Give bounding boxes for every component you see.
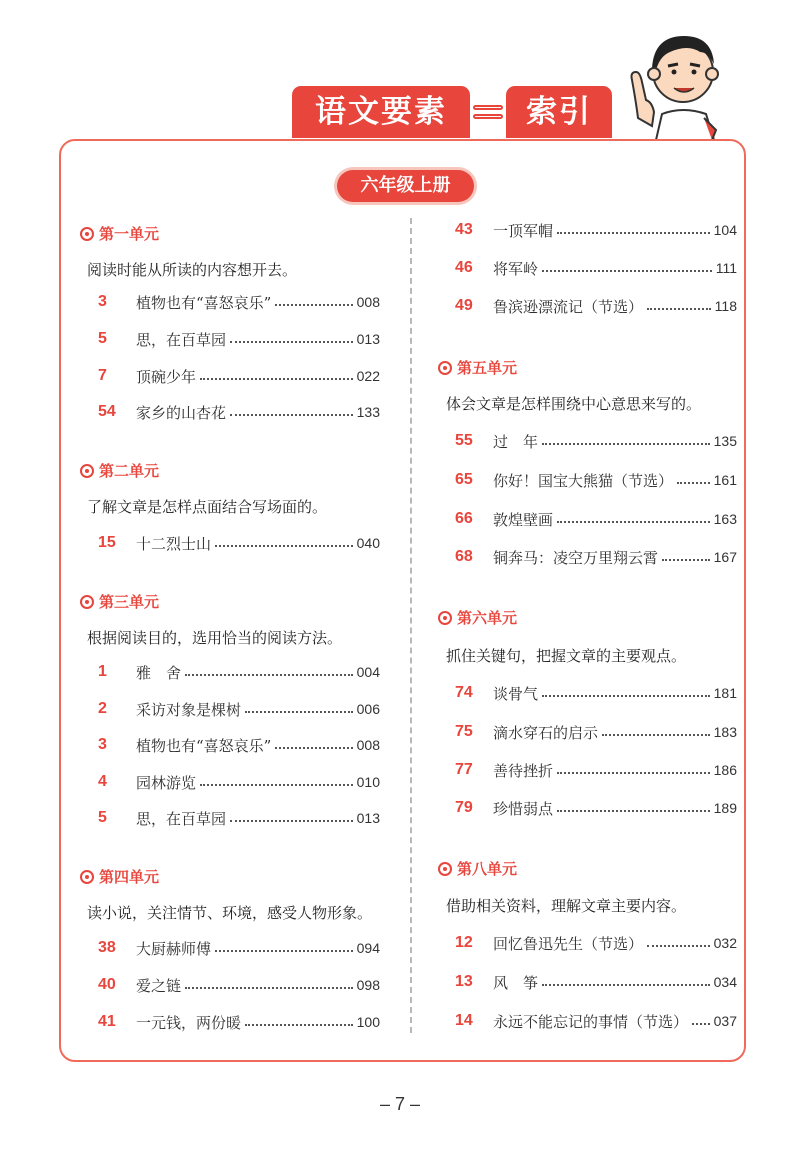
index-entry[interactable]: 4 园林游览 010 xyxy=(98,773,380,792)
index-entry[interactable]: 5 思，在百草园 013 xyxy=(98,809,380,828)
target-icon xyxy=(80,870,94,884)
index-entry[interactable]: 14 永远不能忘记的事情（节选） 037 xyxy=(455,1012,737,1031)
unit-heading: 第八单元 xyxy=(438,858,517,879)
unit-description: 根据阅读目的，选用恰当的阅读方法。 xyxy=(87,629,343,647)
target-icon xyxy=(80,595,94,609)
unit-heading: 第五单元 xyxy=(438,357,517,378)
header-tab-language-elements: 语文要素 xyxy=(292,86,470,138)
unit-description: 借助相关资料，理解文章主要内容。 xyxy=(446,897,687,915)
index-entry[interactable]: 68 铜奔马：凌空万里翔云霄 167 xyxy=(455,548,737,567)
index-entry[interactable]: 66 敦煌壁画 163 xyxy=(455,510,737,529)
index-entry[interactable]: 49 鲁滨逊漂流记（节选） 118 xyxy=(455,297,737,316)
index-entry[interactable]: 77 善待挫折 186 xyxy=(455,761,737,780)
target-icon xyxy=(80,464,94,478)
target-icon xyxy=(438,361,452,375)
column-divider xyxy=(410,218,412,1033)
index-entry[interactable]: 74 谈骨气 181 xyxy=(455,684,737,703)
header-tab-index: 索引 xyxy=(506,86,612,138)
unit-description: 体会文章是怎样围绕中心意思来写的。 xyxy=(446,395,702,413)
target-icon xyxy=(80,227,94,241)
index-entry[interactable]: 7 顶碗少年 022 xyxy=(98,367,380,386)
unit-description: 阅读时能从所读的内容想开去。 xyxy=(87,261,298,279)
unit-description: 抓住关键句，把握文章的主要观点。 xyxy=(446,647,687,665)
index-entry[interactable]: 79 珍惜弱点 189 xyxy=(455,799,737,818)
index-entry[interactable]: 3 植物也有“喜怒哀乐” 008 xyxy=(98,293,380,312)
unit-heading: 第二单元 xyxy=(80,460,159,481)
index-entry[interactable]: 40 爱之链 098 xyxy=(98,976,380,995)
index-entry[interactable]: 65 你好！国宝大熊猫（节选） 161 xyxy=(455,471,737,490)
mascot-boy-illustration xyxy=(608,22,738,142)
index-entry[interactable]: 15 十二烈士山 040 xyxy=(98,534,380,553)
index-entry[interactable]: 13 风 筝 034 xyxy=(455,973,737,992)
index-entry[interactable]: 41 一元钱，两份暖 100 xyxy=(98,1013,380,1032)
unit-description: 了解文章是怎样点面结合写场面的。 xyxy=(87,498,328,516)
index-entry[interactable]: 55 过 年 135 xyxy=(455,432,737,451)
unit-heading: 第四单元 xyxy=(80,866,159,887)
index-entry[interactable]: 38 大厨赫师傅 094 xyxy=(98,939,380,958)
unit-heading: 第六单元 xyxy=(438,607,517,628)
index-entry[interactable]: 43 一顶军帽 104 xyxy=(455,221,737,240)
index-entry[interactable]: 2 采访对象是棵树 006 xyxy=(98,700,380,719)
index-entry[interactable]: 12 回忆鲁迅先生（节选） 032 xyxy=(455,934,737,953)
grade-badge: 六年级上册 xyxy=(337,170,474,202)
target-icon xyxy=(438,862,452,876)
index-entry[interactable]: 3 植物也有“喜怒哀乐” 008 xyxy=(98,736,380,755)
index-entry[interactable]: 1 雅 舍 004 xyxy=(98,663,380,682)
index-header xyxy=(292,86,612,138)
unit-description: 读小说，关注情节、环境，感受人物形象。 xyxy=(87,904,373,922)
index-entry[interactable]: 54 家乡的山杏花 133 xyxy=(98,403,380,422)
link-icon xyxy=(473,105,503,121)
index-entry[interactable]: 75 滴水穿石的启示 183 xyxy=(455,723,737,742)
unit-heading: 第三单元 xyxy=(80,591,159,612)
target-icon xyxy=(438,611,452,625)
unit-heading: 第一单元 xyxy=(80,223,159,244)
index-entry[interactable]: 46 将军岭 111 xyxy=(455,259,737,278)
index-entry[interactable]: 5 思，在百草园 013 xyxy=(98,330,380,349)
page-number: – 7 – xyxy=(379,1094,421,1114)
